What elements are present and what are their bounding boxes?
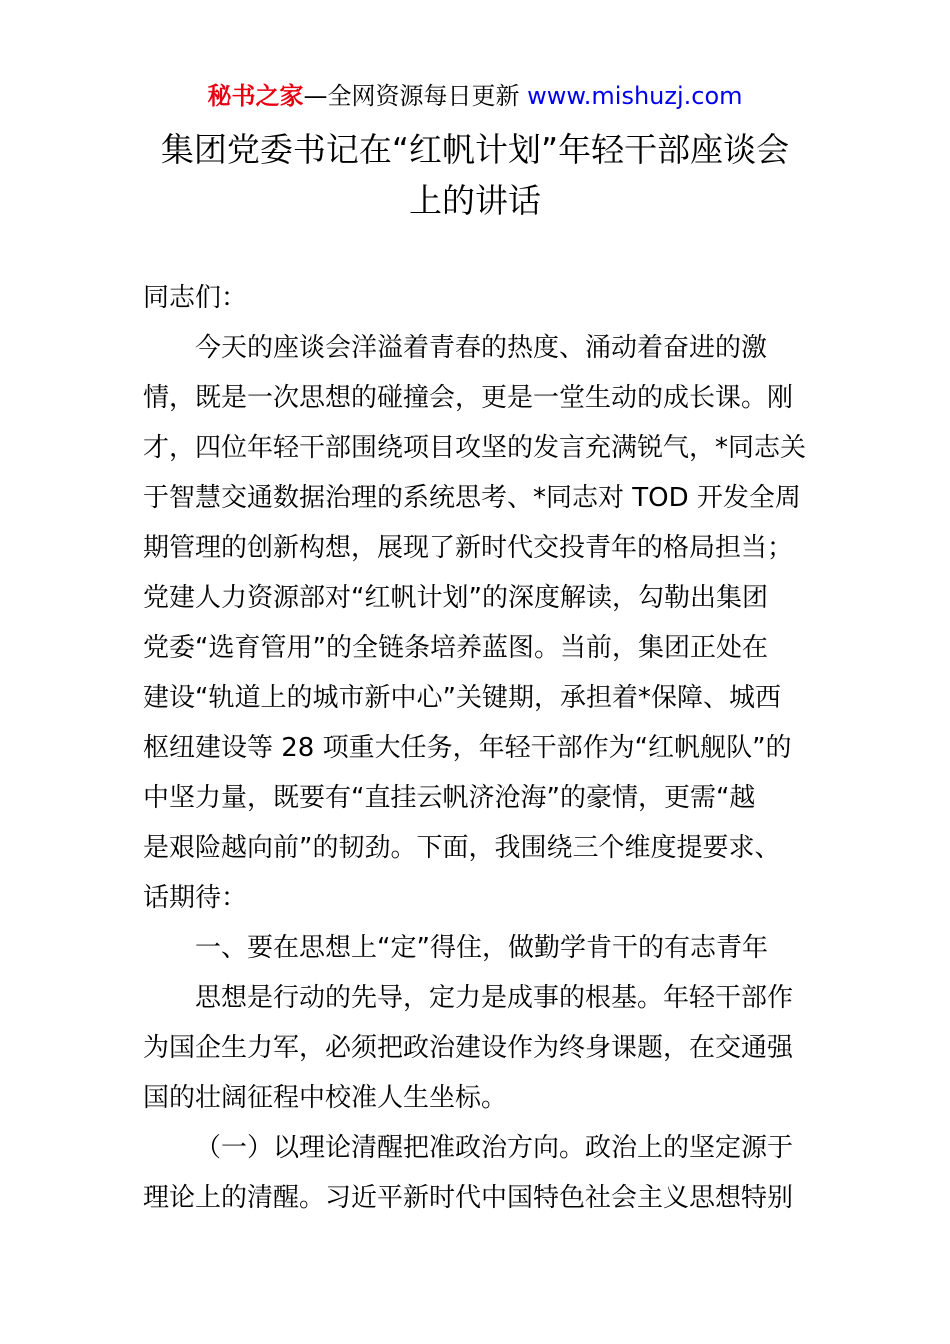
site-tagline: —全网资源每日更新 (303, 82, 528, 110)
paragraph-line: 才，四位年轻干部围绕项目攻坚的发言充满锐气，*同志关 (143, 433, 807, 463)
paragraph-line: 话期待： (143, 883, 248, 913)
paragraph-line: 理论上的清醒。习近平新时代中国特色社会主义思想特别 (143, 1183, 794, 1213)
document-title (0, 124, 950, 226)
paragraph-line: 枢纽建设等 28 项重大任务，年轻干部作为“红帆舰队”的 (143, 733, 792, 763)
paragraph-line: 党建人力资源部对“红帆计划”的深度解读，勾勒出集团 (143, 583, 768, 613)
paragraph-line: 期管理的创新构想，展现了新时代交投青年的格局担当； (143, 533, 794, 563)
paragraph-line: 为国企生力军，必须把政治建设作为终身课题，在交通强 (143, 1033, 794, 1063)
paragraph-line: 国的壮阔征程中校准人生坐标。 (143, 1083, 508, 1113)
paragraph-line: 党委“选育管用”的全链条培养蓝图。当前，集团正处在 (143, 633, 768, 663)
title-line-2: 上的讲话 (409, 181, 541, 220)
paragraph-line: 情，既是一次思想的碰撞会，更是一堂生动的成长课。刚 (143, 383, 794, 413)
salutation: 同志们： (143, 283, 248, 313)
site-header (0, 80, 950, 112)
paragraph-line: 思想是行动的先导，定力是成事的根基。年轻干部作 (195, 983, 794, 1013)
title-line-1: 集团党委书记在“红帆计划”年轻干部座谈会 (160, 130, 790, 169)
paragraph-line: 中坚力量，既要有“直挂云帆济沧海”的豪情，更需“越 (143, 783, 756, 813)
paragraph-line: 今天的座谈会洋溢着青春的热度、涌动着奋进的激 (195, 333, 768, 363)
site-brand: 秘书之家 (207, 82, 304, 110)
paragraph-line: 是艰险越向前”的韧劲。下面，我围绕三个维度提要求、 (143, 833, 781, 863)
site-url-link[interactable]: www.mishuzj.com (527, 82, 743, 110)
section-heading: 一、要在思想上“定”得住，做勤学肯干的有志青年 (195, 933, 768, 963)
document-body (143, 273, 813, 1223)
paragraph-line: 于智慧交通数据治理的系统思考、*同志对 TOD 开发全周 (143, 483, 801, 513)
subsection-line: （一）以理论清醒把准政治方向。政治上的坚定源于 (195, 1133, 794, 1163)
paragraph-line: 建设“轨道上的城市新中心”关键期，承担着*保障、城西 (143, 683, 781, 713)
